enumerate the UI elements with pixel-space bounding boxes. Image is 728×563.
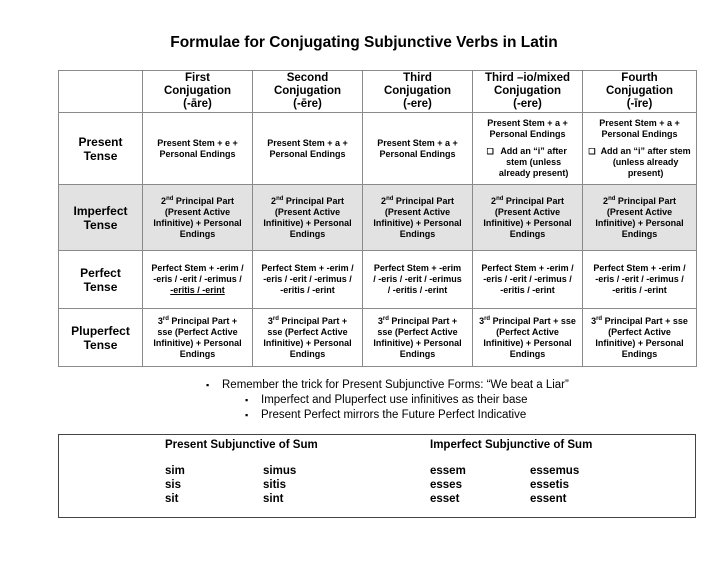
table-row	[59, 251, 697, 309]
bullet-icon: ▪	[245, 395, 249, 405]
tips-list	[0, 378, 728, 423]
page-title: Formulae for Conjugating Subjunctive Verbs in Latin	[170, 34, 558, 51]
sum-form: essemus	[530, 465, 580, 477]
header-fourth-conjugation: Fourth Conjugation (-īre)	[583, 71, 697, 113]
table-cell: 3rd Principal Part + sse (Perfect Active Infinitive) + Personal Endings	[473, 309, 583, 367]
table-cell: 3rd Principal Part + sse (Perfect Active Infinitive) + Personal Endings	[143, 309, 253, 367]
table-row	[59, 309, 697, 367]
sum-conjugation-box	[58, 434, 696, 518]
table-cell: Perfect Stem + -erim / -eris / -erit / -erimus / -eritis / -erint	[363, 251, 473, 309]
table-cell: 2nd Principal Part (Present Active Infinitive) + Personal Endings	[473, 185, 583, 251]
table-cell: 2nd Principal Part (Present Active Infinitive) + Personal Endings	[253, 185, 363, 251]
table-cell: 2nd Principal Part (Present Active Infinitive) + Personal Endings	[363, 185, 473, 251]
tip-item: ▪ Present Perfect mirrors the Future Perfect Indicative	[245, 409, 527, 421]
note: ❑ Add an “i” after stem (unless already present)	[486, 146, 569, 178]
table-cell: Present Stem + a + Personal Endings	[253, 113, 363, 185]
table-cell: Present Stem + e + Personal Endings	[143, 113, 253, 185]
bullet-icon: ▪	[206, 380, 210, 390]
checkbox-bullet-icon: ❑	[486, 147, 494, 156]
conjugation-table	[58, 70, 697, 367]
table-cell: 2nd Principal Part (Present Active Infinitive) + Personal Endings	[583, 185, 697, 251]
sum-form: esses	[430, 479, 462, 491]
table-row	[59, 113, 697, 185]
sum-form: sis	[165, 479, 181, 491]
header-second-conjugation: Second Conjugation (-ēre)	[253, 71, 363, 113]
sum-form: sim	[165, 465, 185, 477]
header-third-io-conjugation: Third –io/mixed Conjugation (-ere)	[473, 71, 583, 113]
tip-item: ▪ Remember the trick for Present Subjunctive Forms: “We beat a Liar”	[206, 379, 569, 391]
sum-form: essetis	[530, 479, 570, 491]
checkbox-bullet-icon: ❑	[588, 147, 596, 156]
table-row	[59, 185, 697, 251]
table-cell: 2nd Principal Part (Present Active Infinitive) + Personal Endings	[143, 185, 253, 251]
tip-item: ▪ Imperfect and Pluperfect use infinitives as their base	[245, 394, 528, 406]
table-cell: 3rd Principal Part + sse (Perfect Active Infinitive) + Personal Endings	[583, 309, 697, 367]
sum-form: essem	[430, 465, 466, 477]
row-label-present: Present Tense	[59, 113, 143, 185]
row-label-perfect: Perfect Tense	[59, 251, 143, 309]
table-cell: 3rd Principal Part + sse (Perfect Active Infinitive) + Personal Endings	[253, 309, 363, 367]
sum-form: sit	[165, 493, 179, 505]
sum-form: sitis	[263, 479, 287, 491]
table-header-row	[59, 71, 697, 113]
present-subjunctive-header: Present Subjunctive of Sum	[165, 439, 318, 451]
imperfect-subjunctive-header: Imperfect Subjunctive of Sum	[430, 439, 593, 451]
note: ❑ Add an “i” after stem (unless already present)	[588, 146, 691, 178]
table-cell: Perfect Stem + -erim / -eris / -erit / -erimus / -eritis / -erint	[473, 251, 583, 309]
corner-cell	[59, 71, 143, 113]
table-cell: 3rd Principal Part + sse (Perfect Active Infinitive) + Personal Endings	[363, 309, 473, 367]
sum-form: simus	[263, 465, 297, 477]
sum-form: esset	[430, 493, 460, 505]
table-cell: Perfect Stem + -erim / -eris / -erit / -erimus / -eritis / -erint	[583, 251, 697, 309]
table-cell: Present Stem + a + Personal Endings	[363, 113, 473, 185]
sum-form: sint	[263, 493, 284, 505]
bullet-icon: ▪	[245, 410, 249, 420]
table-cell: Present Stem + a + Personal Endings ❑ Add an “i” after stem (unless already present)	[473, 113, 583, 185]
header-first-conjugation: First Conjugation (-āre)	[143, 71, 253, 113]
header-third-conjugation: Third Conjugation (-ere)	[363, 71, 473, 113]
table-cell: Perfect Stem + -erim / -eris / -erit / -erimus / -eritis / -erint	[143, 251, 253, 309]
sum-form: essent	[530, 493, 567, 505]
table-cell: Present Stem + a + Personal Endings ❑ Add an “i” after stem (unless already present)	[583, 113, 697, 185]
row-label-pluperfect: Pluperfect Tense	[59, 309, 143, 367]
table-cell: Perfect Stem + -erim / -eris / -erit / -erimus / -eritis / -erint	[253, 251, 363, 309]
row-label-imperfect: Imperfect Tense	[59, 185, 143, 251]
